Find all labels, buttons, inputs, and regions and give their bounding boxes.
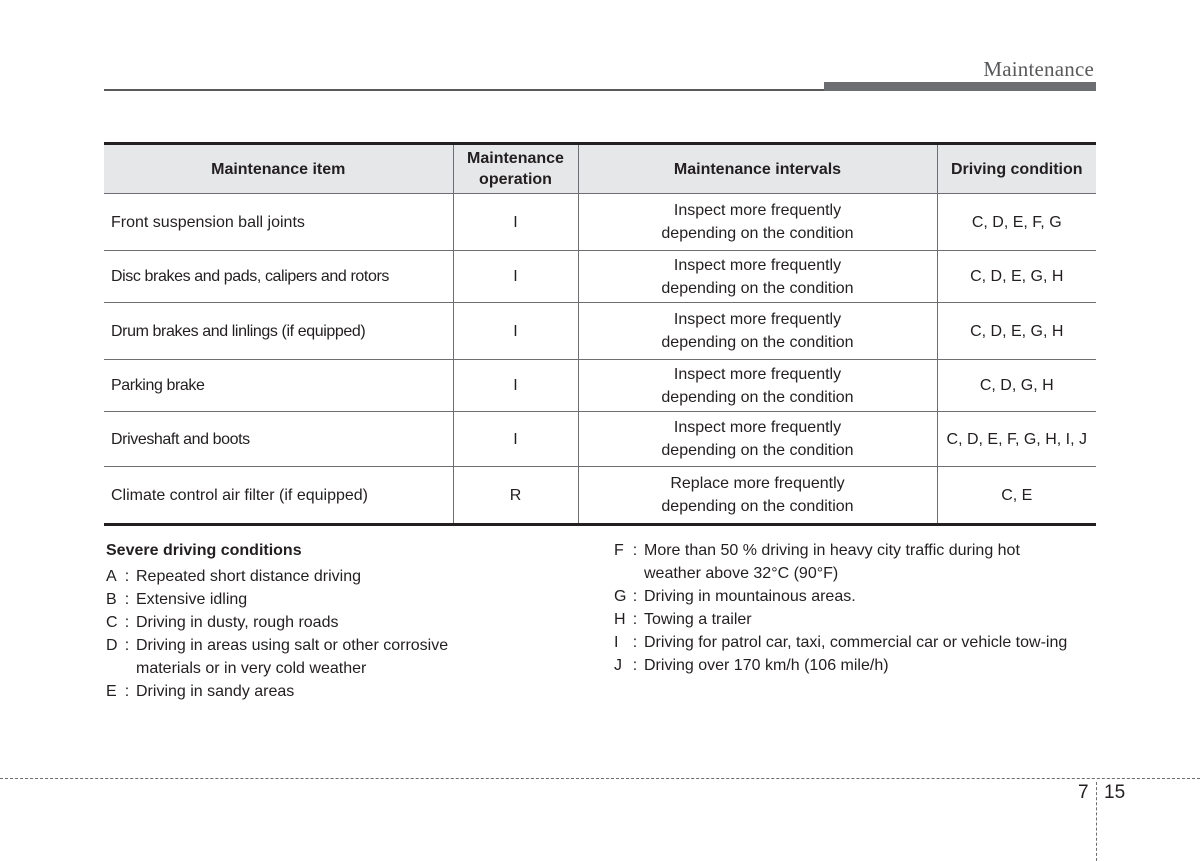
condition-text: Driving in mountainous areas. (644, 588, 856, 605)
condition-item: H : Towing a trailer (614, 608, 1094, 631)
condition-key: E (106, 683, 117, 700)
table-header-row (104, 144, 1096, 194)
interval-line: depending on the condition (661, 279, 854, 297)
cell-condition: C, D, E, G, H (937, 303, 1096, 360)
cell-condition: C, D, G, H (937, 360, 1096, 412)
table-row (104, 467, 1096, 525)
condition-key: H (614, 611, 626, 628)
interval-line: Inspect more frequently (673, 311, 842, 328)
cell-interval (578, 251, 937, 303)
cell-operation: I (453, 360, 578, 412)
condition-item: D : Driving in areas using salt or other corrosive materials or in very cold weather (106, 634, 566, 680)
cell-operation: I (453, 251, 578, 303)
condition-item: I : Driving for patrol car, taxi, commercial car or vehicle tow-ing (614, 631, 1094, 654)
severe-conditions-left (106, 539, 566, 703)
condition-item: F : More than 50 % driving in heavy city traffic during hot weather above 32°C (90°F) (614, 539, 1094, 585)
cell-interval (578, 412, 937, 467)
cell-interval (578, 194, 937, 251)
condition-key: C (106, 614, 118, 631)
condition-item: C : Driving in dusty, rough roads (106, 611, 566, 634)
column-header-intervals: Maintenance intervals (578, 144, 937, 194)
condition-item: E : Driving in sandy areas (106, 680, 566, 703)
interval-line: depending on the condition (661, 388, 854, 406)
severe-conditions-right (614, 539, 1094, 677)
condition-key: A (106, 568, 117, 585)
condition-text: More than 50 % driving in heavy city traffic during hot weather above 32°C (90°F) (644, 542, 1020, 582)
condition-key: J (614, 657, 622, 674)
condition-text: Driving in sandy areas (136, 683, 295, 700)
interval-line: depending on the condition (661, 442, 854, 459)
interval-line: depending on the condition (661, 334, 854, 351)
interval-line: Inspect more frequently (673, 365, 842, 383)
cell-item: Front suspension ball joints (104, 194, 453, 251)
maintenance-table (104, 142, 1096, 526)
cell-condition: C, D, E, F, G, H, I, J (937, 412, 1096, 467)
notes-title: Severe driving conditions (106, 542, 302, 559)
condition-key: G (614, 588, 627, 605)
interval-line: depending on the condition (661, 225, 854, 242)
page-number: 15 (1104, 782, 1126, 803)
table-row (104, 412, 1096, 467)
cell-interval (578, 467, 937, 525)
condition-item: G : Driving in mountainous areas. (614, 585, 1094, 608)
column-header-condition: Driving condition (937, 144, 1096, 194)
cell-item: Disc brakes and pads, calipers and rotors (104, 251, 453, 303)
condition-text: Repeated short distance driving (136, 568, 362, 585)
condition-text: Driving for patrol car, taxi, commercial car or vehicle tow-ing (644, 634, 1068, 651)
cell-condition: C, D, E, F, G (937, 194, 1096, 251)
cell-operation: I (453, 303, 578, 360)
cell-operation: I (453, 412, 578, 467)
cell-item: Parking brake (104, 360, 453, 412)
table-row (104, 360, 1096, 412)
condition-key: B (106, 591, 117, 608)
interval-line: depending on the condition (661, 498, 854, 515)
interval-line: Inspect more frequently (673, 256, 842, 274)
interval-line: Inspect more frequently (673, 202, 842, 219)
condition-item: A : Repeated short distance driving (106, 565, 566, 588)
condition-text: Extensive idling (136, 591, 248, 608)
cell-operation: I (453, 194, 578, 251)
footer-divider (0, 778, 1200, 779)
table-row (104, 303, 1096, 360)
condition-text: Driving in areas using salt or other corrosive materials or in very cold weather (136, 637, 449, 677)
cell-item: Climate control air filter (if equipped) (104, 467, 453, 525)
header-rule-accent (824, 82, 1096, 91)
section-title: Maintenance (983, 57, 1094, 81)
condition-key: I (614, 634, 619, 651)
interval-line: Inspect more frequently (673, 419, 842, 436)
cell-condition: C, D, E, G, H (937, 251, 1096, 303)
cell-condition: C, E (937, 467, 1096, 525)
condition-item: J : Driving over 170 km/h (106 mile/h) (614, 654, 1094, 677)
condition-text: Driving over 170 km/h (106 mile/h) (644, 657, 889, 674)
footer-page-divider (1096, 782, 1097, 861)
table-row (104, 251, 1096, 303)
condition-text: Driving in dusty, rough roads (136, 614, 339, 631)
interval-line: Replace more frequently (670, 475, 845, 492)
table-row (104, 194, 1096, 251)
chapter-number: 7 (1078, 782, 1089, 803)
condition-key: D (106, 637, 118, 654)
cell-interval (578, 360, 937, 412)
cell-item: Driveshaft and boots (104, 412, 453, 467)
column-header-operation: Maintenance operation (453, 144, 578, 194)
cell-operation: R (453, 467, 578, 525)
cell-item: Drum brakes and linlings (if equipped) (104, 303, 453, 360)
condition-key: F (614, 542, 624, 559)
header-rule (104, 89, 824, 91)
cell-interval (578, 303, 937, 360)
column-header-item: Maintenance item (104, 144, 453, 194)
condition-text: Towing a trailer (644, 611, 752, 628)
condition-item: B : Extensive idling (106, 588, 566, 611)
